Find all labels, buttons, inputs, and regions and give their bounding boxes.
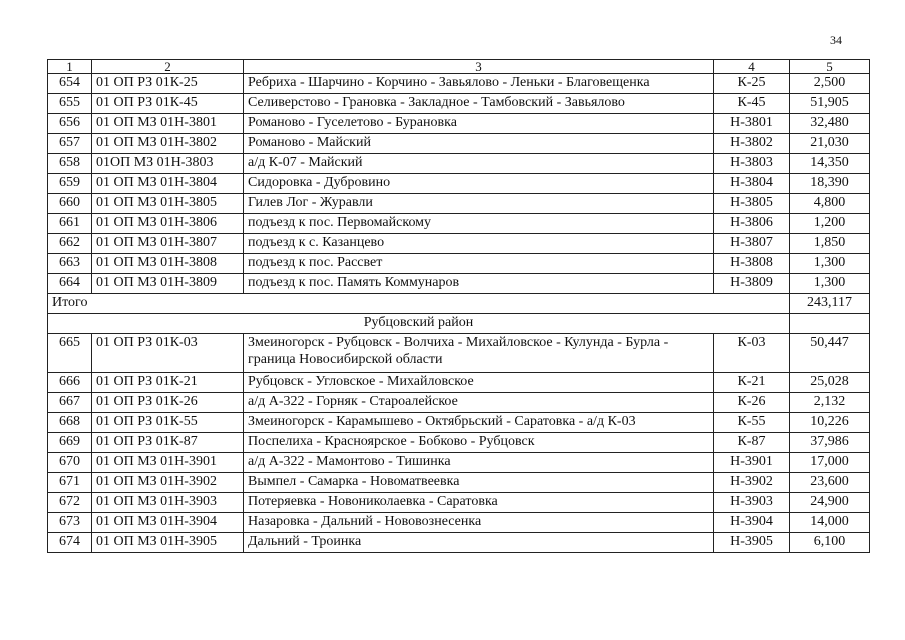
road-code: К-26 [714, 393, 790, 413]
road-length: 23,600 [790, 473, 870, 493]
table-row [48, 513, 870, 533]
road-registry-id: 01 ОП МЗ 01Н-3809 [92, 274, 244, 294]
road-length: 6,100 [790, 533, 870, 553]
road-length: 21,030 [790, 134, 870, 154]
road-length: 2,132 [790, 393, 870, 413]
road-registry-id: 01 ОП МЗ 01Н-3801 [92, 114, 244, 134]
table-row [48, 214, 870, 234]
road-name: Селиверстово - Грановка - Закладное - Тамбовский - Завьялово [244, 94, 714, 114]
road-code: К-45 [714, 94, 790, 114]
road-code: Н-3809 [714, 274, 790, 294]
column-header: 5 [790, 60, 870, 74]
road-code: Н-3807 [714, 234, 790, 254]
row-number: 674 [48, 533, 92, 553]
road-code: К-25 [714, 74, 790, 94]
road-name: подъезд к пос. Память Коммунаров [244, 274, 714, 294]
road-code: Н-3905 [714, 533, 790, 553]
row-number: 667 [48, 393, 92, 413]
road-registry-id: 01 ОП МЗ 01Н-3804 [92, 174, 244, 194]
road-code: К-03 [714, 334, 790, 373]
district-row [48, 314, 870, 334]
row-number: 655 [48, 94, 92, 114]
road-length: 2,500 [790, 74, 870, 94]
table-row [48, 114, 870, 134]
column-header: 4 [714, 60, 790, 74]
road-name: Вымпел - Самарка - Новоматвеевка [244, 473, 714, 493]
road-registry-id: 01 ОП РЗ 01К-26 [92, 393, 244, 413]
total-row [48, 294, 870, 314]
row-number: 668 [48, 413, 92, 433]
road-name: Поспелиха - Красноярское - Бобково - Рубцовск [244, 433, 714, 453]
total-label: Итого [48, 294, 790, 314]
road-code: Н-3903 [714, 493, 790, 513]
road-code: Н-3806 [714, 214, 790, 234]
row-number: 656 [48, 114, 92, 134]
road-length: 25,028 [790, 373, 870, 393]
road-registry-id: 01 ОП МЗ 01Н-3808 [92, 254, 244, 274]
road-length: 1,850 [790, 234, 870, 254]
road-name: а/д К-07 - Майский [244, 154, 714, 174]
row-number: 659 [48, 174, 92, 194]
road-name: Романово - Гусeлетово - Бурановка [244, 114, 714, 134]
road-length: 1,200 [790, 214, 870, 234]
road-registry-id: 01 ОП РЗ 01К-03 [92, 334, 244, 373]
road-length: 14,350 [790, 154, 870, 174]
row-number: 671 [48, 473, 92, 493]
table-row [48, 334, 870, 373]
road-length: 24,900 [790, 493, 870, 513]
row-number: 658 [48, 154, 92, 174]
row-number: 654 [48, 74, 92, 94]
row-number: 664 [48, 274, 92, 294]
road-name: Дальний - Троинка [244, 533, 714, 553]
road-code: Н-3804 [714, 174, 790, 194]
row-number: 669 [48, 433, 92, 453]
road-length: 1,300 [790, 274, 870, 294]
road-length: 51,905 [790, 94, 870, 114]
table-row [48, 254, 870, 274]
road-name: Рубцовск - Угловское - Михайловское [244, 373, 714, 393]
road-name: подъезд к пос. Рассвет [244, 254, 714, 274]
road-registry-id: 01 ОП МЗ 01Н-3905 [92, 533, 244, 553]
road-registry-id: 01 ОП МЗ 01Н-3802 [92, 134, 244, 154]
table-row [48, 94, 870, 114]
table-row [48, 473, 870, 493]
road-code: К-21 [714, 373, 790, 393]
road-code: Н-3803 [714, 154, 790, 174]
road-code: Н-3801 [714, 114, 790, 134]
table-row [48, 154, 870, 174]
road-name: Назаровка - Дальний - Нововознесенка [244, 513, 714, 533]
road-code: Н-3802 [714, 134, 790, 154]
road-registry-id: 01 ОП МЗ 01Н-3902 [92, 473, 244, 493]
road-length: 18,390 [790, 174, 870, 194]
column-header: 1 [48, 60, 92, 74]
table-row [48, 413, 870, 433]
road-code: Н-3808 [714, 254, 790, 274]
road-code: К-87 [714, 433, 790, 453]
row-number: 670 [48, 453, 92, 473]
road-length: 10,226 [790, 413, 870, 433]
table-row [48, 453, 870, 473]
table-row [48, 433, 870, 453]
road-length: 37,986 [790, 433, 870, 453]
road-name: а/д А-322 - Горняк - Староалейское [244, 393, 714, 413]
road-registry-id: 01 ОП РЗ 01К-25 [92, 74, 244, 94]
road-name: Потеряевка - Новониколаевка - Саратовка [244, 493, 714, 513]
roads-table-body [48, 60, 870, 553]
road-name: подъезд к пос. Первомайскому [244, 214, 714, 234]
road-code: К-55 [714, 413, 790, 433]
table-row [48, 393, 870, 413]
road-name: подъезд к с. Казанцево [244, 234, 714, 254]
total-value: 243,117 [790, 294, 870, 314]
row-number: 666 [48, 373, 92, 393]
empty-cell [790, 314, 870, 334]
road-name: Змеиногорск - Карамышево - Октябрьский - Саратовка - а/д К-03 [244, 413, 714, 433]
road-length: 50,447 [790, 334, 870, 373]
district-title: Рубцовский район [48, 314, 790, 334]
row-number: 663 [48, 254, 92, 274]
road-registry-id: 01 ОП РЗ 01К-21 [92, 373, 244, 393]
road-name: Гилев Лог - Журавли [244, 194, 714, 214]
row-number: 661 [48, 214, 92, 234]
column-header: 2 [92, 60, 244, 74]
road-registry-id: 01 ОП МЗ 01Н-3806 [92, 214, 244, 234]
table-row [48, 134, 870, 154]
road-registry-id: 01 ОП МЗ 01Н-3904 [92, 513, 244, 533]
column-header: 3 [244, 60, 714, 74]
row-number: 660 [48, 194, 92, 214]
road-registry-id: 01 ОП РЗ 01К-45 [92, 94, 244, 114]
row-number: 672 [48, 493, 92, 513]
road-name: а/д А-322 - Мамонтово - Тишинка [244, 453, 714, 473]
page-number: 34 [830, 33, 842, 47]
road-name: Ребриха - Шарчино - Корчино - Завьялово - Леньки - Благовещенка [244, 74, 714, 94]
road-registry-id: 01 ОП МЗ 01Н-3901 [92, 453, 244, 473]
road-length: 17,000 [790, 453, 870, 473]
road-name: Змеиногорск - Рубцовск - Волчиха - Михайловское - Кулунда - Бурла - граница Новосибирской области [244, 334, 714, 373]
row-number: 662 [48, 234, 92, 254]
road-registry-id: 01ОП МЗ 01Н-3803 [92, 154, 244, 174]
road-code: Н-3805 [714, 194, 790, 214]
road-code: Н-3901 [714, 453, 790, 473]
table-row [48, 194, 870, 214]
column-header-row [48, 60, 870, 74]
road-code: Н-3904 [714, 513, 790, 533]
table-row [48, 533, 870, 553]
road-length: 32,480 [790, 114, 870, 134]
table-row [48, 373, 870, 393]
road-code: Н-3902 [714, 473, 790, 493]
road-length: 4,800 [790, 194, 870, 214]
row-number: 673 [48, 513, 92, 533]
table-row [48, 274, 870, 294]
table-row [48, 493, 870, 513]
road-registry-id: 01 ОП МЗ 01Н-3807 [92, 234, 244, 254]
road-registry-id: 01 ОП МЗ 01Н-3805 [92, 194, 244, 214]
road-length: 1,300 [790, 254, 870, 274]
road-registry-id: 01 ОП РЗ 01К-55 [92, 413, 244, 433]
road-registry-id: 01 ОП РЗ 01К-87 [92, 433, 244, 453]
road-registry-id: 01 ОП МЗ 01Н-3903 [92, 493, 244, 513]
road-name: Сидоровка - Дубровино [244, 174, 714, 194]
table-row [48, 234, 870, 254]
row-number: 665 [48, 334, 92, 373]
road-name: Романово - Майский [244, 134, 714, 154]
road-length: 14,000 [790, 513, 870, 533]
table-row [48, 74, 870, 94]
roads-table [47, 59, 870, 553]
row-number: 657 [48, 134, 92, 154]
table-row [48, 174, 870, 194]
